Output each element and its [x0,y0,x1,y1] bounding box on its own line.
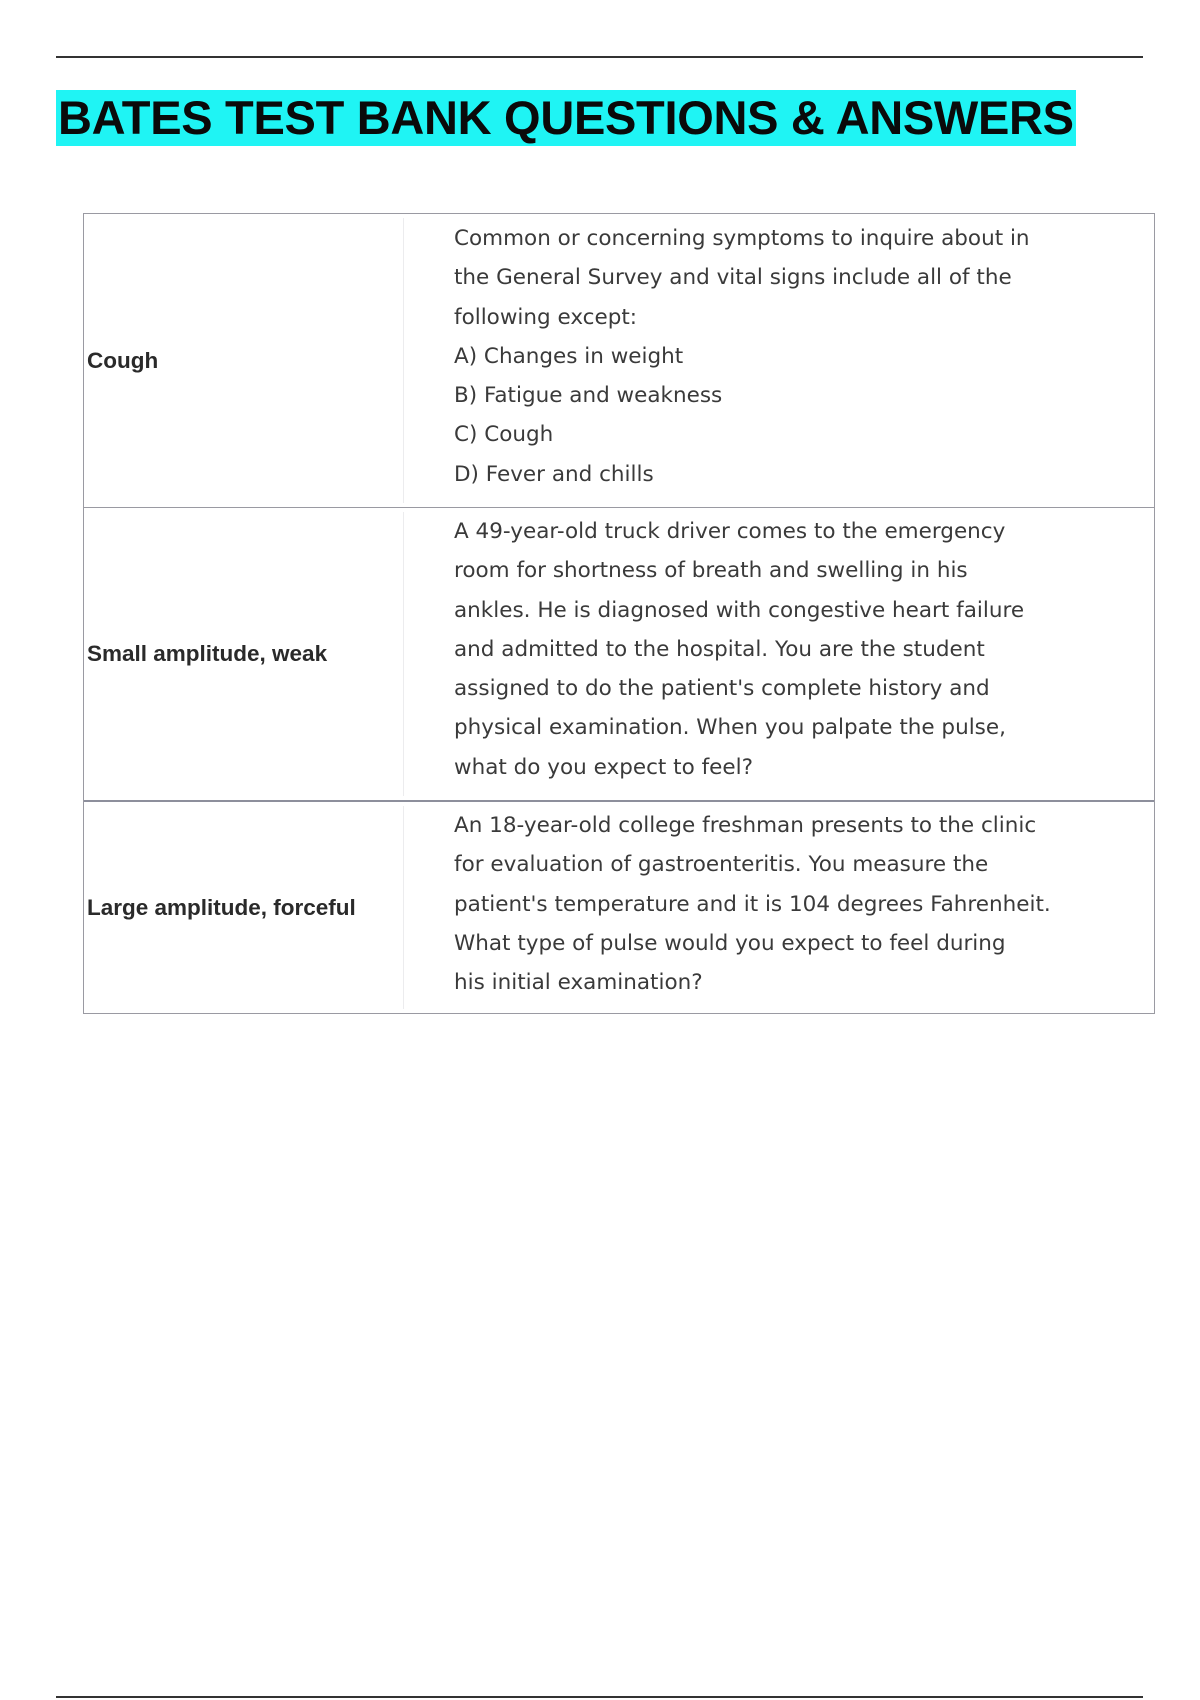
bottom-rule [56,1696,1143,1698]
table-row [84,800,1154,1013]
question-cell [404,802,1154,1013]
top-rule [56,56,1143,58]
question-cell [404,214,1154,507]
answer-cell [84,218,404,503]
answer-cell [84,512,404,796]
question-text: A 49-year-old truck driver comes to the emergency room for shortness of breath and swelling in his ankles. He is diagnosed with congestive heart failure and admitted to the hospital. You are the student assigned to do the patient's complete history and physical examination. When you palpate the pulse, what do you expect to feel? [454,519,1025,780]
table-row [84,214,1154,507]
qa-table [83,213,1155,1014]
question-cell [404,508,1154,800]
answer-text: Large amplitude, forceful [87,894,356,920]
page-title: BATES TEST BANK QUESTIONS & ANSWERS [58,91,1074,144]
question-text: Common or concerning symptoms to inquire about in the General Survey and vital signs include all of the following except: A) Changes in weight B) Fatigue and weakness C) Cough D) Fever and chills [454,226,1030,487]
answer-text: Small amplitude, weak [87,641,328,666]
answer-text: Cough [87,347,159,373]
answer-cell [84,806,404,1009]
table-row [84,507,1154,800]
title-container [56,90,1076,146]
question-text: An 18-year-old college freshman presents to the clinic for evaluation of gastroenteritis. You measure the patient's temperature and it is 104 degrees Fahrenheit. What type of pulse would you expect to feel during his initial examination? [454,813,1051,996]
